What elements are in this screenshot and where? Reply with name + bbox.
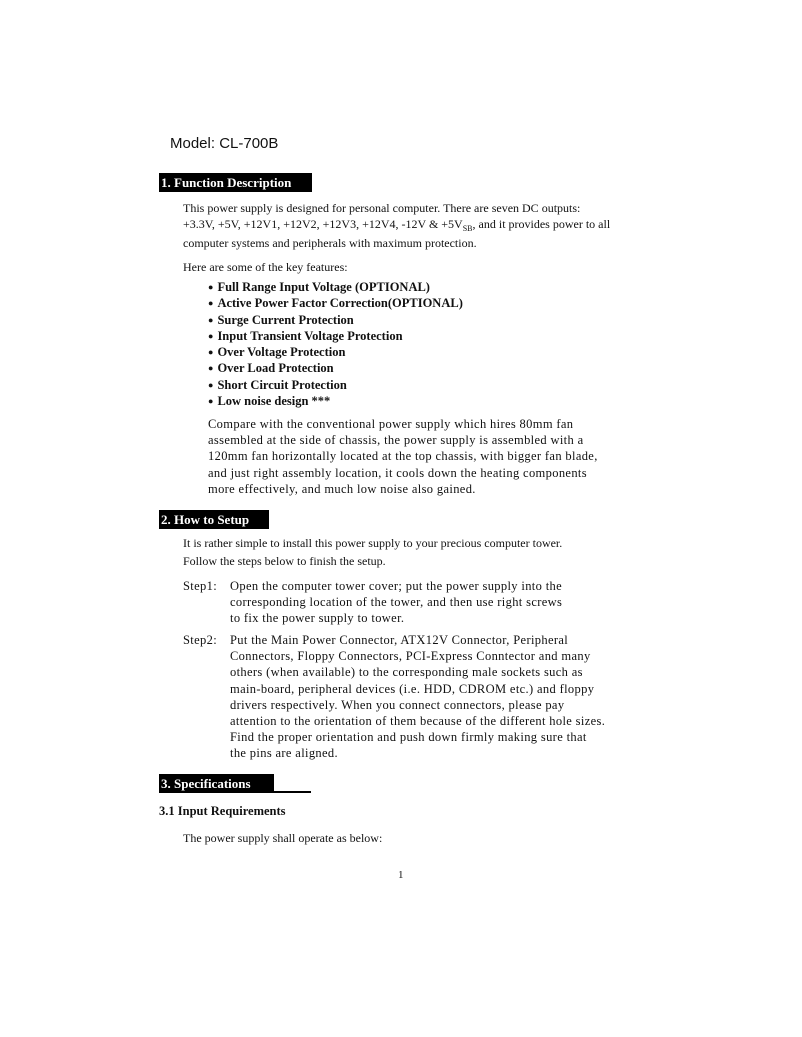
step-line: drivers respectively. When you connect connectors, please pay <box>230 697 565 712</box>
intro-line-3: computer systems and peripherals with maximum protection. <box>183 236 477 250</box>
input-requirements-text: The power supply shall operate as below: <box>183 831 383 845</box>
feature-item: ● Surge Current Protection <box>208 312 463 328</box>
step-line: main-board, peripheral devices (i.e. HDD, CDROM etc.) and floppy <box>230 681 595 696</box>
step-body <box>230 578 663 627</box>
step-line: to fix the power supply to tower. <box>230 611 405 626</box>
heading-underline <box>274 791 311 793</box>
compare-line: 120mm fan horizontally located at the top chassis, with bigger fan blade, <box>208 449 598 464</box>
section-heading-how-to-setup: 2. How to Setup <box>159 510 269 529</box>
step-2 <box>183 632 663 762</box>
feature-item: ● Over Load Protection <box>208 360 463 376</box>
feature-item: ● Full Range Input Voltage (OPTIONAL) <box>208 279 463 295</box>
step-label: Step2: <box>183 633 218 647</box>
compare-paragraph <box>208 416 648 497</box>
step-line: others (when available) to the corresponding male sockets such as <box>230 665 583 680</box>
step-line: attention to the orientation of them because of the different hole sizes. <box>230 714 606 729</box>
feature-item: ● Input Transient Voltage Protection <box>208 328 463 344</box>
intro-paragraph <box>183 201 683 252</box>
intro-line-1: This power supply is designed for personal computer. There are seven DC outputs: <box>183 201 581 215</box>
feature-item: ● Low noise design *** <box>208 393 463 409</box>
section-heading-specifications: 3. Specifications <box>159 774 274 793</box>
step-line: corresponding location of the tower, and then use right screws <box>230 595 563 610</box>
compare-line: more effectively, and much low noise also gained. <box>208 481 476 496</box>
intro-outputs-suffix: , and it provides power to all <box>472 216 611 231</box>
subsection-heading-input-requirements: 3.1 Input Requirements <box>159 804 286 818</box>
step-line: Open the computer tower cover; put the power supply into the <box>230 579 563 593</box>
intro-standby-subscript: SB <box>462 223 473 233</box>
feature-list <box>208 279 463 409</box>
intro-outputs-text: +3.3V, +5V, +12V1, +12V2, +12V3, +12V4, -12V & +5V <box>183 216 463 231</box>
step-line: Connectors, Floppy Connectors, PCI-Express Conntector and many <box>230 649 591 664</box>
feature-item: ● Over Voltage Protection <box>208 344 463 360</box>
page-number: 1 <box>398 869 404 881</box>
feature-item: ● Short Circuit Protection <box>208 377 463 393</box>
setup-intro-line: It is rather simple to install this power supply to your precious computer tower. <box>183 536 563 550</box>
step-body <box>230 632 663 762</box>
step-label: Step1: <box>183 579 218 593</box>
section-heading-function-description: 1. Function Description <box>159 173 312 192</box>
model-title: Model: CL-700B <box>170 135 279 152</box>
step-line: the pins are aligned. <box>230 746 339 761</box>
setup-intro <box>183 534 663 570</box>
setup-intro-line: Follow the steps below to finish the setup. <box>183 554 386 568</box>
compare-line: Compare with the conventional power supply which hires 80mm fan <box>208 417 574 431</box>
step-line: Find the proper orientation and push down firmly making sure that <box>230 730 587 745</box>
features-intro: Here are some of the key features: <box>183 260 348 274</box>
step-line: Put the Main Power Connector, ATX12V Connector, Peripheral <box>230 633 569 647</box>
feature-item: ● Active Power Factor Correction(OPTIONAL) <box>208 295 463 311</box>
step-1 <box>183 578 663 627</box>
compare-line: assembled at the side of chassis, the power supply is assembled with a <box>208 433 584 448</box>
compare-line: and just right assembly location, it cools down the heating components <box>208 465 587 480</box>
intro-line-2 <box>183 217 683 237</box>
